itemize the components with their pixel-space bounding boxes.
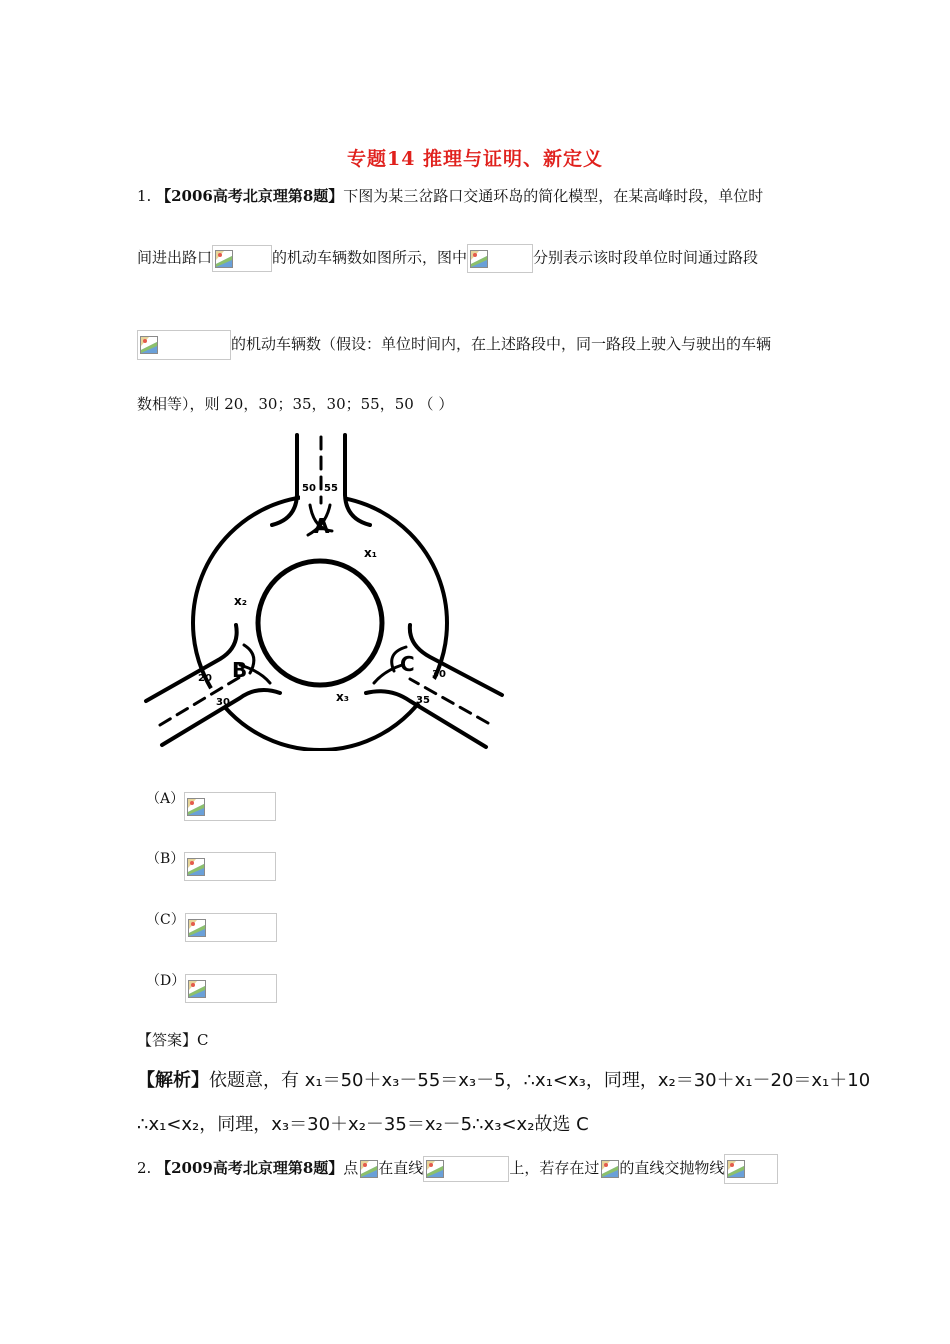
- label-A: A: [314, 514, 330, 538]
- broken-image-icon: [215, 250, 233, 268]
- question-text: 下图为某三岔路口交通环岛的简化模型，在某高峰时段，单位时: [343, 187, 764, 205]
- formula-image: [185, 913, 277, 942]
- choice-label: （C）: [146, 911, 185, 928]
- label-x3: x₃: [336, 690, 349, 704]
- analysis-line-1: [137, 1066, 870, 1092]
- formula-image: [724, 1154, 778, 1184]
- formula-image: [212, 245, 272, 272]
- question-1-line-1: [137, 186, 763, 206]
- label-x1: x₁: [364, 546, 377, 560]
- answer: 【答案】C: [137, 1031, 209, 1049]
- analysis-text: 依题意，有 x₁＝50＋x₃－55＝x₃－5，∴x₁<x₃，同理，x₂＝30＋x₁－20＝x₁＋10: [209, 1070, 871, 1091]
- choice-label: （D）: [146, 972, 186, 989]
- broken-image-icon: [470, 250, 488, 268]
- choice-c: [146, 913, 277, 942]
- question-1-line-2: [137, 244, 758, 273]
- choice-b: [146, 852, 276, 881]
- question-number: 2.: [137, 1159, 152, 1177]
- choice-d: [146, 974, 277, 1003]
- question-1-line-3: [137, 330, 771, 360]
- broken-image-icon: [426, 1160, 444, 1178]
- question-text: 间进出路口: [137, 248, 213, 267]
- question-text: 的机动车辆数（假设：单位时间内，在上述路段中，同一路段上驶入与驶出的车辆: [231, 335, 772, 353]
- broken-image-icon: [187, 798, 205, 816]
- broken-image-icon: [360, 1160, 378, 1178]
- analysis-line-2: ∴x₁<x₂，同理，x₃＝30＋x₂－35＝x₂－5∴x₃<x₂故选 C: [137, 1114, 589, 1135]
- roundabout-diagram: [140, 433, 510, 751]
- question-text: 在直线: [378, 1159, 424, 1177]
- question-2-line-1: [137, 1154, 778, 1184]
- traffic-number: 50: [302, 483, 316, 494]
- question-text: 的直线交抛物线: [619, 1159, 725, 1177]
- broken-image-icon: [187, 858, 205, 876]
- broken-image-icon: [188, 980, 206, 998]
- broken-image-icon: [140, 336, 158, 354]
- formula-image: [467, 244, 533, 273]
- question-source: 【2006高考北京理第8题】: [156, 187, 344, 205]
- question-text: 上，若存在过: [509, 1159, 600, 1177]
- traffic-number: 55: [324, 483, 338, 494]
- formula-image: [184, 792, 276, 821]
- broken-image-icon: [727, 1160, 745, 1178]
- formula-image: [358, 1158, 378, 1180]
- formula-image: [423, 1156, 509, 1182]
- question-number: 1.: [137, 187, 152, 205]
- question-text: 的机动车辆数如图所示，图中: [272, 248, 468, 267]
- broken-image-icon: [601, 1160, 619, 1178]
- label-x2: x₂: [234, 594, 247, 608]
- choice-a: [146, 792, 276, 821]
- question-text: 点: [343, 1159, 359, 1177]
- choice-label: （A）: [146, 790, 185, 807]
- formula-image: [137, 330, 231, 360]
- analysis-label: 【解析】: [137, 1070, 209, 1091]
- label-B: B: [232, 658, 248, 682]
- formula-image: [599, 1158, 619, 1180]
- question-source: 【2009高考北京理第8题】: [156, 1159, 344, 1177]
- traffic-number: 35: [416, 695, 430, 706]
- traffic-number: 20: [198, 673, 212, 684]
- formula-image: [184, 852, 276, 881]
- traffic-number: 30: [432, 669, 446, 680]
- page-title: 专题14 推理与证明、新定义: [346, 148, 604, 170]
- question-1-line-4: 数相等），则 20，30；35，30；55，50 （ ）: [137, 395, 454, 413]
- broken-image-icon: [188, 919, 206, 937]
- traffic-number: 30: [216, 697, 230, 708]
- label-C: C: [400, 652, 415, 676]
- question-text: 分别表示该时段单位时间通过路段: [533, 248, 759, 267]
- formula-image: [185, 974, 277, 1003]
- choice-label: （B）: [146, 850, 185, 867]
